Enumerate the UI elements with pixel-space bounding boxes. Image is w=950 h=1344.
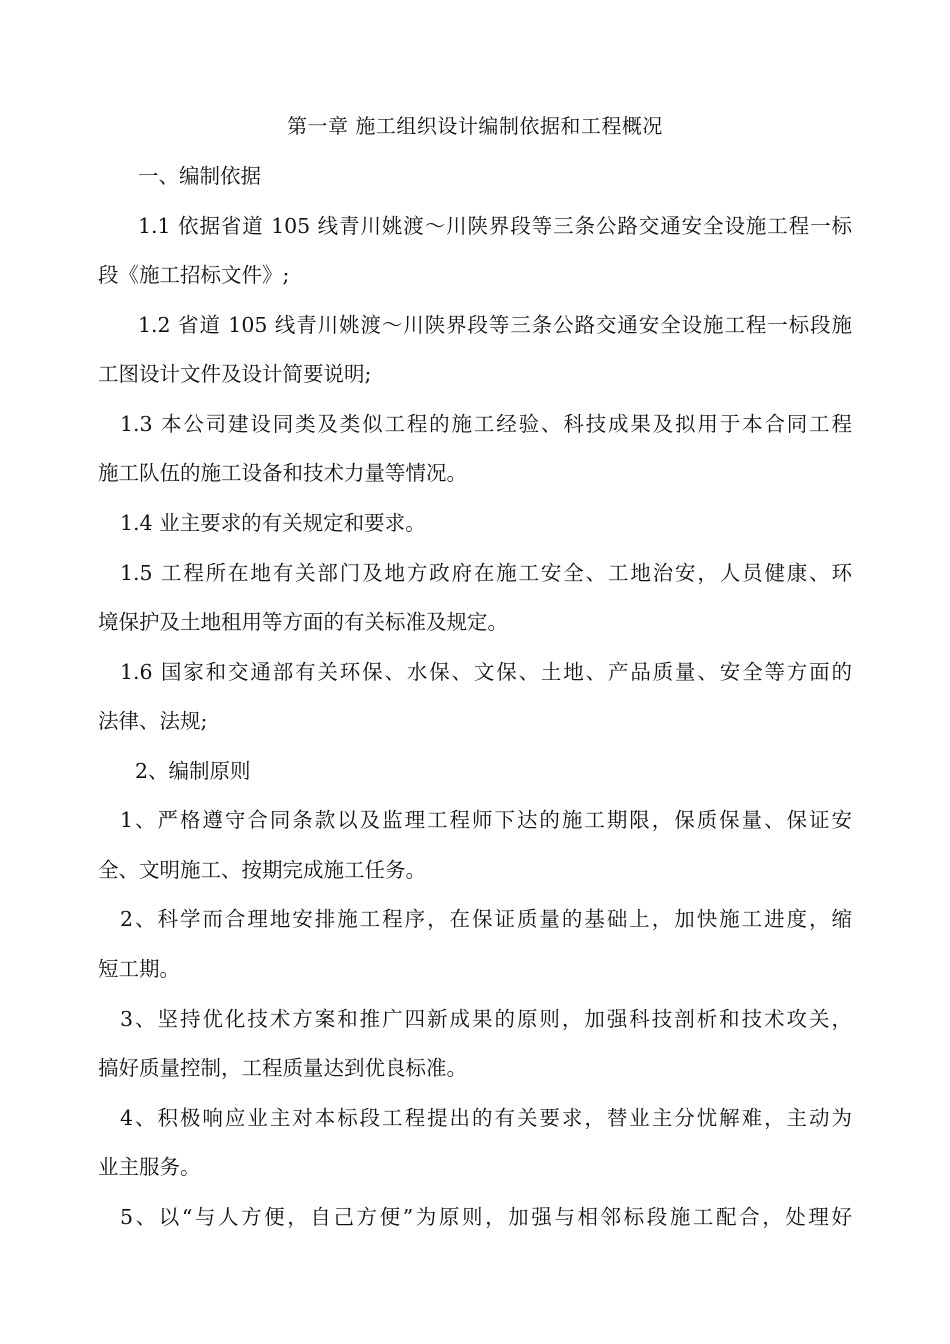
paragraph-line: 境保护及土地租用等方面的有关标准及规定。 <box>98 610 508 634</box>
paragraph-line: 全、文明施工、按期完成施工任务。 <box>98 858 426 882</box>
paragraph-line: 1.5 工程所在地有关部门及地方政府在施工安全、工地治安，人员健康、环 <box>120 561 852 585</box>
paragraph-line: 搞好质量控制，工程质量达到优良标准。 <box>98 1056 467 1080</box>
chapter-title: 第一章 施工组织设计编制依据和工程概况 <box>287 114 663 138</box>
paragraph-line: 1.3 本公司建设同类及类似工程的施工经验、科技成果及拟用于本合同工程 <box>120 412 852 436</box>
paragraph-line: 1.4 业主要求的有关规定和要求。 <box>120 511 426 535</box>
paragraph-line: 1.6 国家和交通部有关环保、水保、文保、土地、产品质量、安全等方面的 <box>120 660 852 684</box>
section-heading-principles: 2、编制原则 <box>135 759 251 783</box>
paragraph-line: 5、以“与人方便，自己方便”为原则，加强与相邻标段施工配合，处理好 <box>120 1205 852 1229</box>
paragraph-line: 短工期。 <box>98 957 180 981</box>
paragraph-line: 段《施工招标文件》; <box>98 263 290 287</box>
paragraph-line: 2、科学而合理地安排施工程序，在保证质量的基础上，加快施工进度，缩 <box>120 907 852 931</box>
paragraph-line: 1.1 依据省道 105 线青川姚渡～川陕界段等三条公路交通安全设施工程一标 <box>138 214 852 238</box>
paragraph-line: 3、坚持优化技术方案和推广四新成果的原则，加强科技剖析和技术攻关， <box>120 1007 852 1031</box>
paragraph-line: 1.2 省道 105 线青川姚渡～川陕界段等三条公路交通安全设施工程一标段施 <box>138 313 852 337</box>
paragraph-line: 业主服务。 <box>98 1155 201 1179</box>
paragraph-line: 1、严格遵守合同条款以及监理工程师下达的施工期限，保质保量、保证安 <box>120 808 852 832</box>
paragraph-line: 4、积极响应业主对本标段工程提出的有关要求，替业主分忧解难，主动为 <box>120 1106 852 1130</box>
paragraph-line: 施工队伍的施工设备和技术力量等情况。 <box>98 461 467 485</box>
paragraph-line: 法律、法规; <box>98 709 208 733</box>
section-heading-basis: 一、编制依据 <box>138 164 261 188</box>
paragraph-line: 工图设计文件及设计简要说明; <box>98 362 372 386</box>
